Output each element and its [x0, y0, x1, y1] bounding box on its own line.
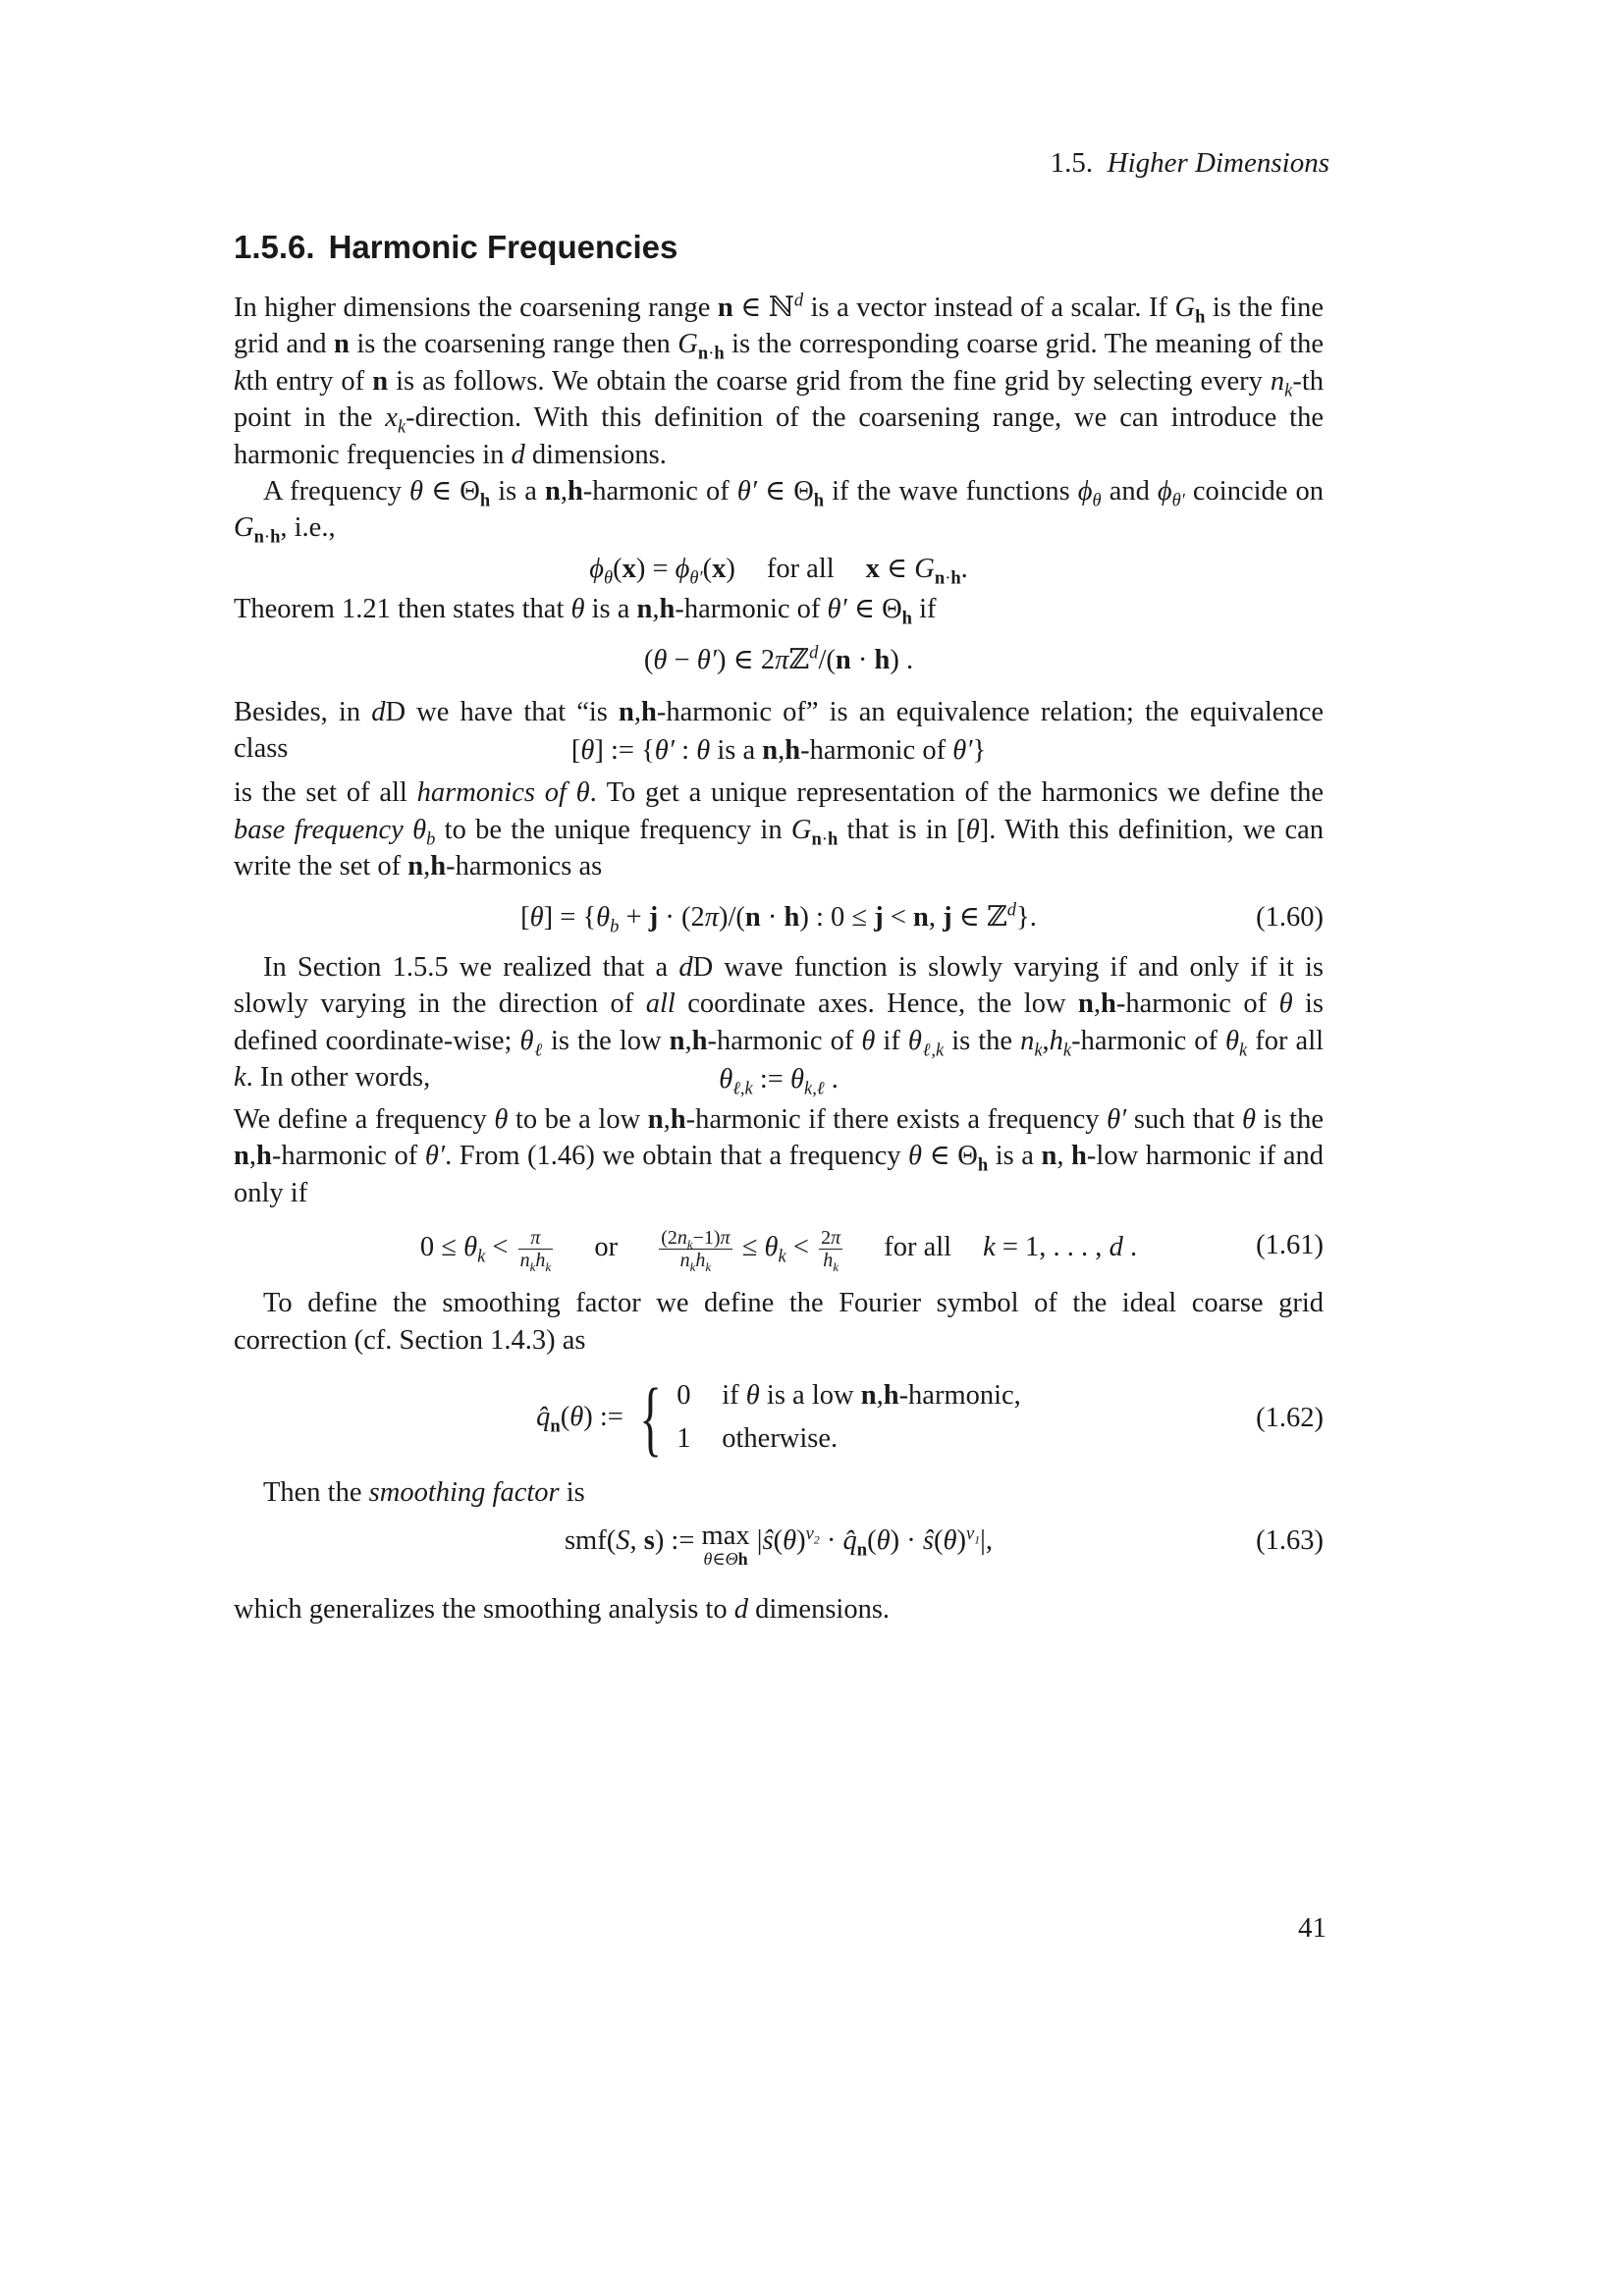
paragraph-3: Theorem 1.21 then states that θ is a n,h-harmonic of θ′ ∈ $\Theta_h$ if [234, 594, 937, 629]
equation-1-62: $q̂_n(\theta)$ := { 0 if θ is a low n,h-harmonic, 1 otherwise. (1.62) [536, 1369, 1324, 1465]
paragraph-9: Then the smoothing factor is [263, 1476, 585, 1508]
equation-harmonic-condition: (θ − θ′) ∈ 2πℤ$^d$/(n · h) . [643, 642, 914, 675]
paragraph-6: In Section 1.5.5 we realized that a dD wave function is slowly varying if and only if it is slowly varying in the direction of all coordinate axes. Hence, the low n,h-harmonic of θ is defined coordinate-wise; $\theta_\ell$ is the low n,h-harmonic of θ if $\theta_{\ell,k}$ is the $n_k,h_k$-harmonic of $\theta_k$ for all k. In other words, [234, 951, 1325, 1094]
equation-equivalence-class: [θ] := {θ′ : θ is a n,h-harmonic of θ′} [570, 734, 987, 766]
equation-wave-coincide: $\phi_\theta(x) = \phi_{\theta'}(x)$ for all x ∈ $G_{n\cdot h}$. [589, 553, 968, 589]
page-number: 41 [1298, 1912, 1326, 1944]
section-heading [234, 229, 677, 266]
section-heading-title: Harmonic Frequencies [328, 229, 678, 265]
running-header [1051, 147, 1329, 180]
paragraph-7: We define a frequency θ to be a low n,h-harmonic if there exists a frequency θ′ such that θ is the n,h-harmonic of θ′. From (1.46) we obtain that a frequency θ ∈ $\Theta_h$ is a n, h-low harmonic if and only if [234, 1103, 1325, 1208]
equation-number: (1.61) [1256, 1230, 1324, 1261]
section-heading-number: 1.5.6. [234, 229, 315, 265]
equation-1-61: $0 \le \theta_k$ < $\frac{\pi}{n_kh_k}$ or $\frac{(2n_k-1)\pi}{n_kh_k}$ ≤ $\theta_k$ < $\frac{2\pi}{h_k}$ for all k = 1, . . . , d . (1.61) [419, 1227, 1324, 1275]
header-section-title: Higher Dimensions [1107, 147, 1329, 179]
equation-number: (1.62) [1256, 1402, 1324, 1433]
paragraph-2: A frequency θ ∈ $\Theta_h$ is a n,h-harmonic of θ′ ∈ $\Theta_h$ if the wave functions $\phi_\theta$ and $\phi_{\theta'}$ coincide on $G_{n\cdot h}$, i.e., [234, 476, 1324, 549]
paragraph-8: To define the smoothing factor we define the Fourier symbol of the ideal coarse grid correction (cf. Section 1.4.3) as [234, 1288, 1324, 1356]
equation-low-harmonic: $\theta_{\ell,k}$ := $\theta_{k,\ell}$ . [719, 1063, 839, 1099]
paragraph-1: In higher dimensions the coarsening range n ∈ ℕ$^d$ is a vector instead of a scalar. If $G_h$ is the fine grid and n is the coarsening range then $G_{n\cdot h}$ is the corresponding coarse grid. The meaning of the kth entry of n is as follows. We obtain the coarse grid from the fine grid by selecting every $n_k-th$ point in the $x_k$-direction. With this definition of the coarsening range, we can introduce the harmonic frequencies in d dimensions. [234, 290, 1325, 470]
paragraph-10: which generalizes the smoothing analysis to d dimensions. [234, 1594, 891, 1626]
equation-1-60: $[\theta] = \{\theta_b + j \cdot (2\pi)/(n \cdot h)$ : 0 ≤ j < n, j ∈ ℤ$^d$}. (1.60) [520, 899, 1324, 937]
equation-number: (1.60) [1256, 901, 1324, 933]
body-text [234, 290, 1324, 1629]
equation-1-63: smf(S, s) := max θ∈Θh $|ŝ(\theta)^{\nu_2}$ · $q̂_n(\theta)$ · $ŝ(\theta)^{\nu_1}|$, (1.63) [564, 1521, 1324, 1570]
paragraph-4: Besides, in dD we have that “is n,h-harmonic of” is an equivalence relation; the equivalence class [234, 697, 1325, 765]
header-section-number: 1.5. [1050, 147, 1094, 179]
equation-number: (1.63) [1256, 1525, 1324, 1557]
paragraph-5: is the set of all harmonics of θ. To get a unique representation of the harmonics we define the base frequency $\theta_b$ to be the unique frequency in $G_{n\cdot h}$ that is in [θ]. With this definition, we can write the set of n,h-harmonics as [234, 777, 1325, 882]
